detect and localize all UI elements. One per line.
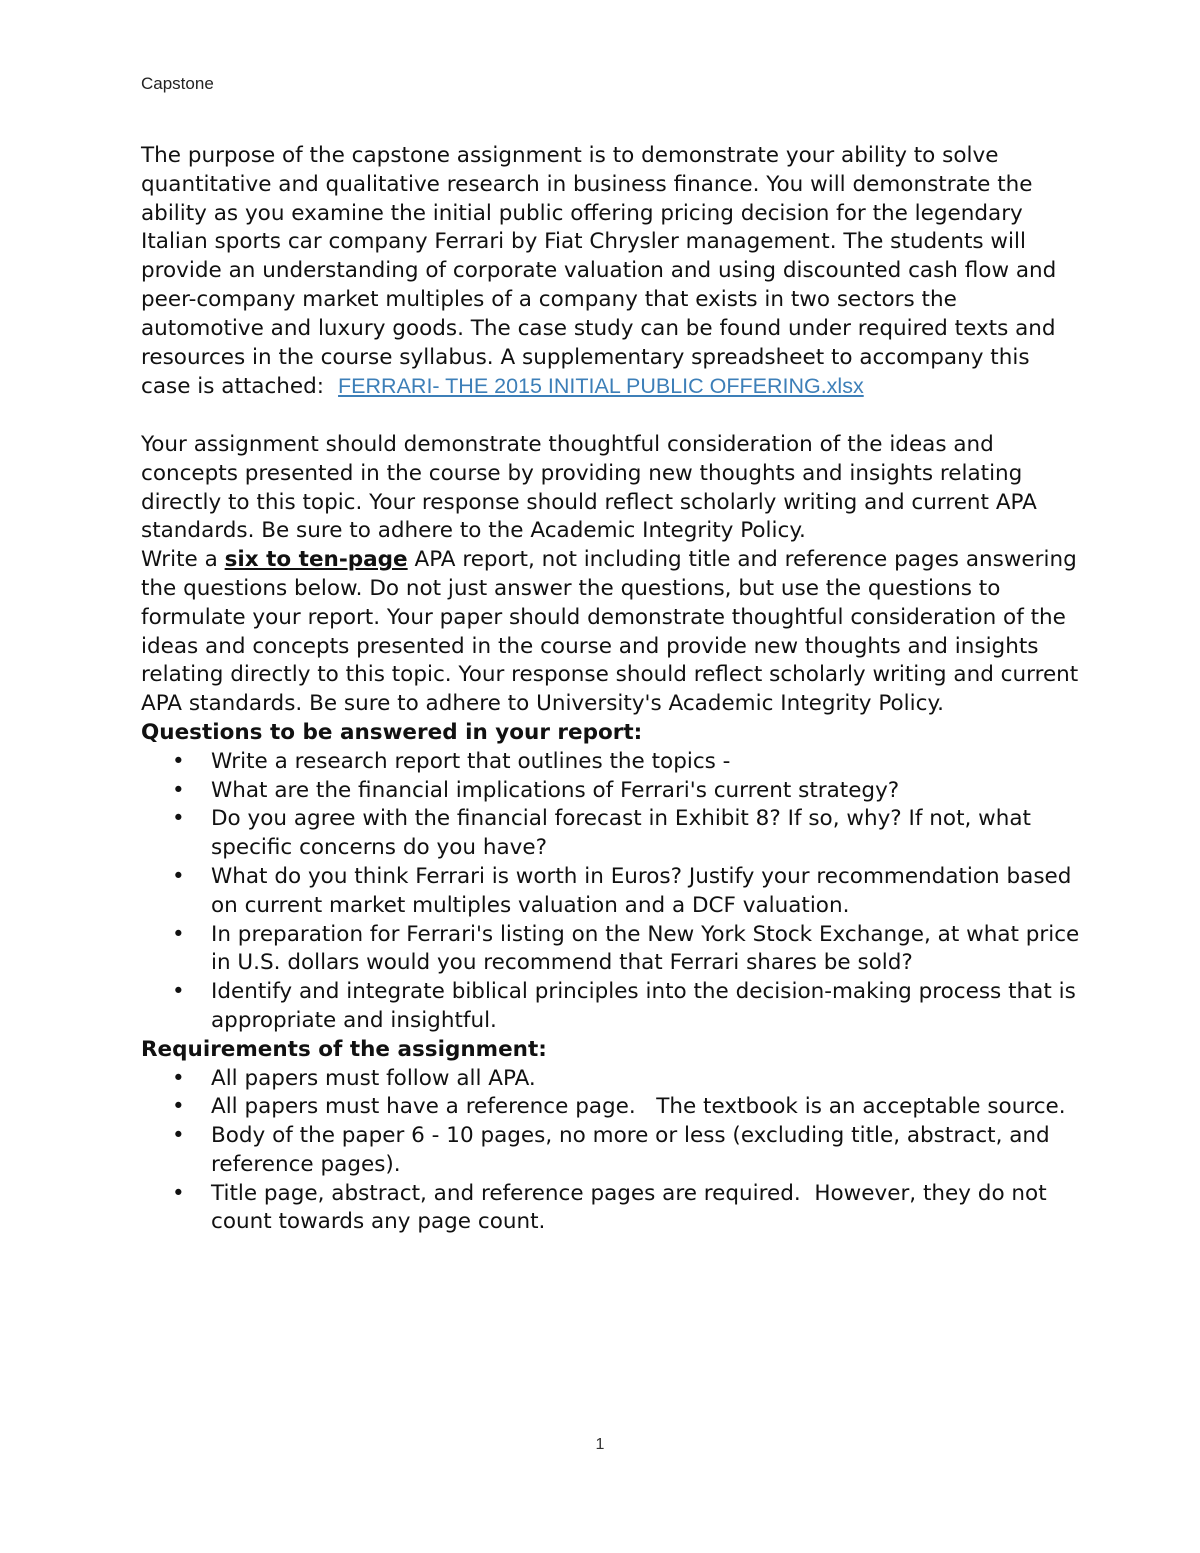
- question-item: • In preparation for Ferrari's listing on the New York Stock Exchange, at what price in U.S. dollars would you recommend that Ferrari shares be sold?: [172, 921, 1080, 976]
- bullet-icon: •: [172, 777, 185, 803]
- consideration-paragraph: Your assignment should demonstrate thoughtful consideration of the ideas and concepts presented in the course by providing new thoughts and insights relating directly to this topic. Your response should reflect scholarly writing and current APA standards. Be sure to adhere to the Academic Integrity Policy.: [141, 431, 1037, 544]
- bullet-icon: •: [172, 921, 185, 947]
- bullet-icon: •: [172, 1094, 185, 1120]
- bullet-icon: •: [172, 806, 185, 832]
- write-paragraph: [141, 546, 1081, 719]
- page-number: 1: [595, 1436, 605, 1453]
- question-item: • Write a research report that outlines the topics -: [211, 748, 1081, 777]
- spreadsheet-link[interactable]: FERRARI- THE 2015 INITIAL PUBLIC OFFERING.xlsx: [338, 374, 864, 399]
- page-count-emphasis: six to ten-page: [224, 547, 408, 573]
- intro-paragraph: [141, 142, 1081, 402]
- question-item: • Do you agree with the financial forecast in Exhibit 8? If so, why? If not, what specific concerns do you have?: [172, 806, 1031, 861]
- question-item: • Identify and integrate biblical principles into the decision-making process that is appropriate and insightful.: [172, 979, 1076, 1033]
- bullet-icon: •: [172, 748, 185, 774]
- requirement-item: • All papers must follow all APA.: [211, 1065, 1081, 1094]
- intro-text: The purpose of the capstone assignment is to demonstrate your ability to solve quantitative and qualitative research in business finance. You will demonstrate the ability as you examine the initial public offering pricing decision for the legendary Italian sports car company Ferrari by Fiat Chrysler management. The students will provide an understanding of corporate valuation and using discounted cash flow and peer-company market multiples of a company that exists in two sectors the automotive and luxury goods. The case study can be found under required texts and resources in the course syllabus. A supplementary spreadsheet to accompany this case is attached:: [141, 143, 1057, 400]
- requirement-item: • Body of the paper 6 - 10 pages, no more or less (excluding title, abstract, and reference pages).: [172, 1123, 1050, 1177]
- bullet-icon: •: [172, 1065, 185, 1091]
- document-body: [141, 142, 1081, 1237]
- bullet-icon: •: [172, 1180, 185, 1206]
- requirements-heading: Requirements of the assignment:: [141, 1036, 547, 1062]
- bullet-icon: •: [172, 863, 185, 889]
- requirement-item: • Title page, abstract, and reference pages are required. However, they do not count towards any page count.: [172, 1180, 1054, 1235]
- requirement-item: • All papers must have a reference page. The textbook is an acceptable source.: [211, 1093, 1081, 1122]
- write-prefix: Write a: [141, 547, 218, 573]
- question-item: • What are the financial implications of Ferrari's current strategy?: [211, 777, 1081, 806]
- questions-list: [141, 748, 1081, 1036]
- questions-heading: Questions to be answered in your report:: [141, 719, 643, 745]
- paragraph-gap: [141, 402, 1081, 431]
- bullet-icon: •: [172, 979, 185, 1005]
- bullet-icon: •: [172, 1123, 185, 1149]
- requirements-list: [141, 1065, 1081, 1238]
- page-header: Capstone: [141, 74, 214, 93]
- question-item: • What do you think Ferrari is worth in Euros? Justify your recommendation based on current market multiples valuation and a DCF valuation.: [172, 863, 1072, 918]
- write-suffix: APA report, not including title and reference pages answering the questions below. Do not just answer the questions, but use the questions to formulate your report. Your paper should demonstrate thoughtful consideration of the ideas and concepts presented in the course and provide new thoughts and insights relating directly to this topic. Your response should reflect scholarly writing and current APA standards. Be sure to adhere to University's Academic Integrity Policy.: [141, 547, 1079, 717]
